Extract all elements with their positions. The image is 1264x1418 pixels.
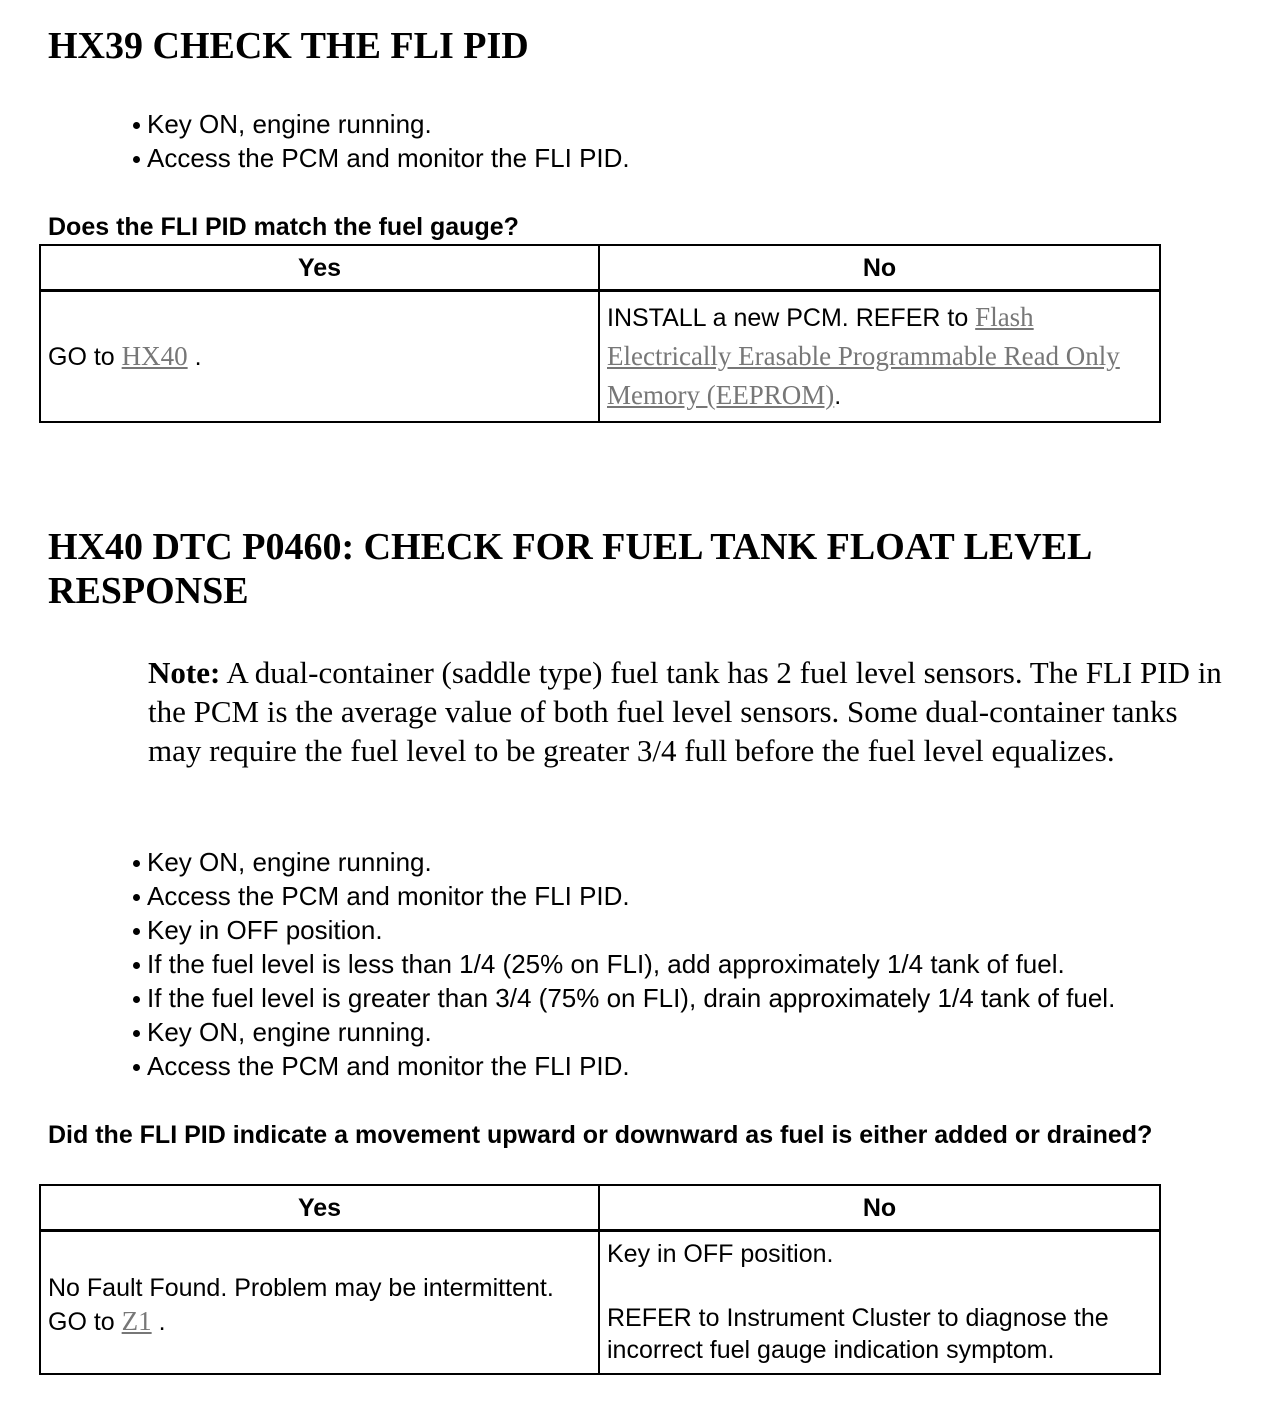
yes-header: Yes xyxy=(40,1185,599,1231)
step-item: Access the PCM and monitor the FLI PID. xyxy=(130,141,630,175)
note-block xyxy=(148,653,1223,770)
no-header: No xyxy=(599,1185,1160,1231)
no-suffix: . xyxy=(834,381,842,410)
step-item: Key in OFF position. xyxy=(130,913,1115,947)
link-z1[interactable]: Z1 xyxy=(121,1305,152,1336)
no-line: Key in OFF position. xyxy=(607,1240,834,1268)
step-item: If the fuel level is less than 1/4 (25% on FLI), add approximately 1/4 tank of fuel. xyxy=(130,947,1115,981)
section2-steps xyxy=(130,845,1115,1083)
step-item: Key ON, engine running. xyxy=(130,845,1115,879)
no-line: REFER to Instrument Cluster to diagnose the incorrect fuel gauge indication symptom. xyxy=(607,1304,1109,1364)
step-item: Access the PCM and monitor the FLI PID. xyxy=(130,1049,1115,1083)
no-cell xyxy=(599,291,1160,422)
section1-title: HX39 CHECK THE FLI PID xyxy=(48,25,529,67)
link-flash-eeprom[interactable]: Flash Electrically Erasable Programmable Read Only Memory (EEPROM) xyxy=(607,301,1120,410)
yes-suffix: . xyxy=(151,1307,166,1336)
yes-cell xyxy=(40,1231,599,1374)
section2-title: HX40 DTC P0460: CHECK FOR FUEL TANK FLOAT LEVEL RESPONSE xyxy=(48,526,1091,612)
yes-cell xyxy=(40,291,599,422)
note-label: Note: xyxy=(148,655,221,690)
no-cell xyxy=(599,1231,1160,1374)
section2-decision-table xyxy=(39,1184,1161,1375)
step-item: Key ON, engine running. xyxy=(130,1015,1115,1049)
section2-question: Did the FLI PID indicate a movement upward or downward as fuel is either added or drained? xyxy=(48,1121,1153,1149)
step-item: Key ON, engine running. xyxy=(130,107,630,141)
yes-line: No Fault Found. Problem may be intermittent. xyxy=(48,1273,554,1302)
section1-question: Does the FLI PID match the fuel gauge? xyxy=(48,213,519,241)
link-hx40[interactable]: HX40 xyxy=(121,340,188,371)
yes-header: Yes xyxy=(40,245,599,291)
yes-prefix: GO to xyxy=(48,1307,122,1336)
section1-steps xyxy=(130,107,630,175)
yes-suffix: . xyxy=(187,342,202,371)
yes-goto xyxy=(48,1305,591,1339)
yes-prefix: GO to xyxy=(48,342,122,371)
no-prefix: INSTALL a new PCM. REFER to xyxy=(607,303,976,332)
note-text: A dual-container (saddle type) fuel tank has 2 fuel level sensors. The FLI PID in the PCM is the average value of both fuel level sensors. Some dual-container tanks may require the fuel level to be greater 3/4 full before the fuel level equalizes. xyxy=(148,655,1222,768)
section1-decision-table xyxy=(39,244,1161,423)
step-item: Access the PCM and monitor the FLI PID. xyxy=(130,879,1115,913)
step-item: If the fuel level is greater than 3/4 (75% on FLI), drain approximately 1/4 tank of fuel. xyxy=(130,981,1115,1015)
no-header: No xyxy=(599,245,1160,291)
